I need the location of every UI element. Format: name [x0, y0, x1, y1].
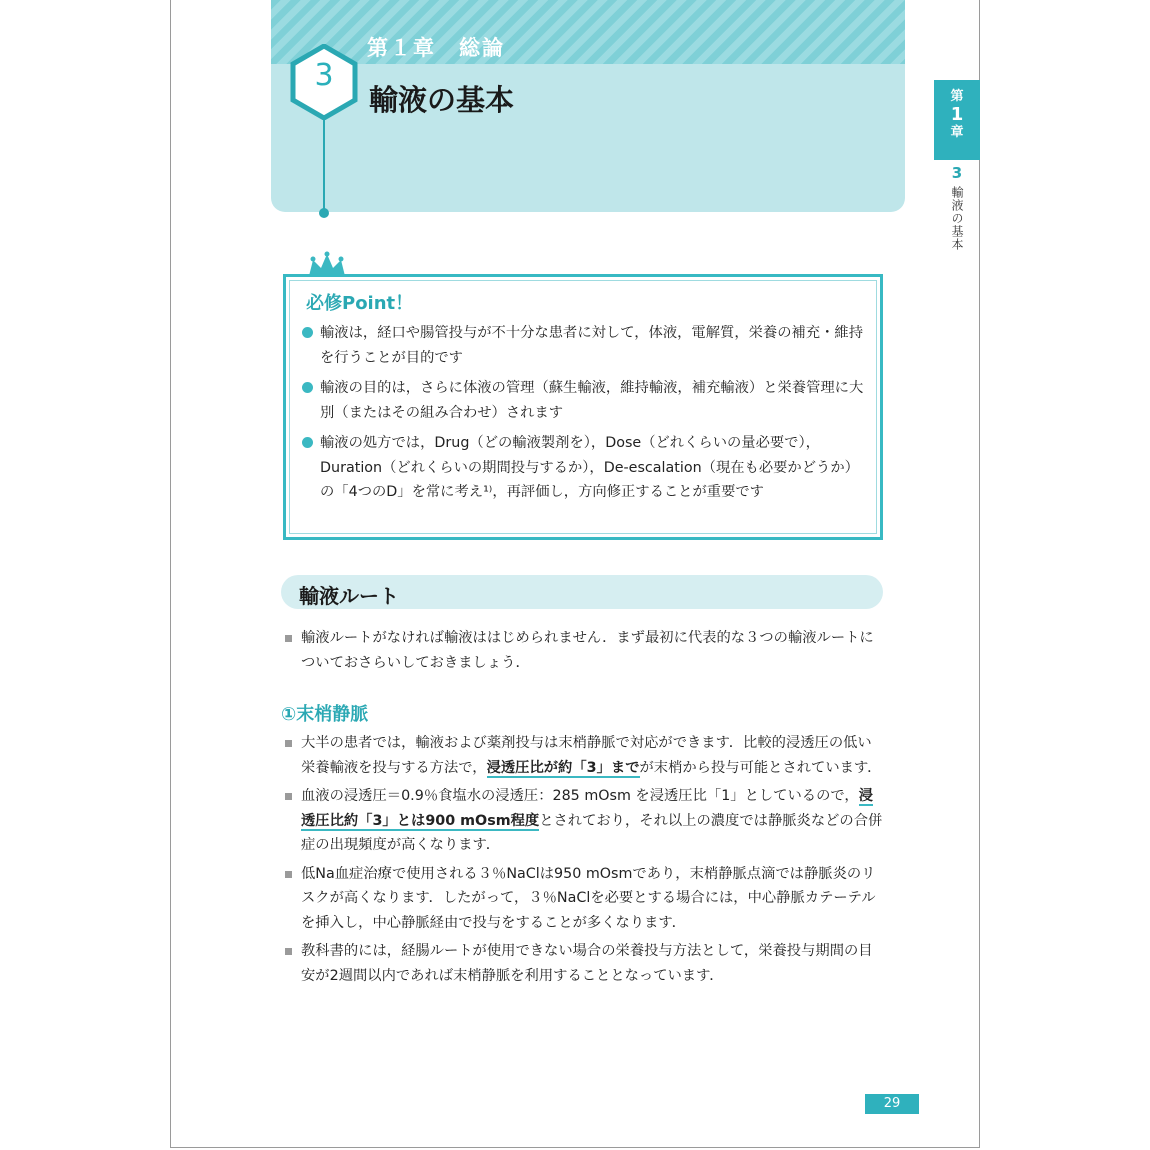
subsection-body	[283, 731, 883, 992]
section-title: 輸液ルート	[299, 584, 399, 608]
square-bullet-icon	[285, 635, 292, 642]
section-number-hexagon	[289, 44, 359, 120]
square-bullet-icon	[285, 793, 292, 800]
bullet-dot-icon	[302, 437, 313, 448]
side-section-number: 3	[951, 164, 963, 182]
header-stem-line	[323, 118, 325, 212]
square-bullet-icon	[285, 948, 292, 955]
side-chapter-tab	[934, 80, 980, 160]
section-heading-bar	[281, 575, 883, 609]
page-title: 輸液の基本	[369, 83, 515, 117]
point-list	[302, 321, 868, 511]
square-bullet-icon	[285, 871, 292, 878]
list-item: 教科書的には，経腸ルートが使用できない場合の栄養投与方法として，栄養投与期間の目安が2週間以内であれば末梢静脈を利用することとなっています．	[283, 939, 883, 988]
list-item: 大半の患者では，輸液および薬剤投与は末梢静脈で対応ができます．比較的浸透圧の低い栄養輸液を投与する方法で，浸透圧比が約「3」までが末梢から投与可能とされています．	[283, 731, 883, 780]
point-item: 輸液の処方では，Drug（どの輸液製剤を），Dose（どれくらいの量必要で），Duration（どれくらいの期間投与するか），De-escalation（現在も必要かどうか）の「4つのD」を常に考え¹⁾，再評価し，方向修正することが重要です	[302, 431, 868, 505]
header-stem-dot	[319, 208, 329, 218]
subsection-title: ①末梢静脈	[281, 704, 369, 725]
point-item: 輸液の目的は，さらに体液の管理（蘇生輸液，維持輸液，補充輸液）と栄養管理に大別（またはその組み合わせ）されます	[302, 376, 868, 425]
chapter-label: 第１章 総論	[367, 36, 505, 60]
point-box	[283, 274, 883, 540]
point-item: 輸液は，経口や腸管投与が不十分な患者に対して，体液，電解質，栄養の補充・維持を行うことが目的です	[302, 321, 868, 370]
side-tab-line3: 章	[950, 125, 964, 140]
page-number: 29	[865, 1094, 919, 1114]
book-page	[170, 0, 980, 1148]
section-intro	[283, 626, 883, 679]
list-item: 輸液ルートがなければ輸液ははじめられません．まず最初に代表的な３つの輸液ルートについておさらいしておきましょう．	[283, 626, 883, 675]
highlight-text: 浸透圧比約「3」とは900 mOsm程度	[301, 788, 873, 829]
side-section-title: 輸液の基本	[950, 186, 964, 251]
highlight-text: 浸透圧比が約「3」まで	[486, 759, 640, 776]
section-number: 3	[314, 58, 334, 93]
bullet-dot-icon	[302, 327, 313, 338]
point-title: 必修Point！	[306, 293, 414, 314]
side-tab-line2: 1	[950, 104, 964, 125]
bullet-dot-icon	[302, 382, 313, 393]
side-tab-line1: 第	[950, 89, 964, 104]
list-item: 低Na血症治療で使用される３％NaClは950 mOsmであり，末梢静脈点滴では静脈炎のリスクが高くなります．したがって，３％NaClを必要とする場合には，中心静脈カテーテルを挿入し，中心静脈経由で投与をすることが多くなります．	[283, 862, 883, 936]
list-item: 血液の浸透圧＝0.9％食塩水の浸透圧：285 mOsm を浸透圧比「1」としているので，浸透圧比約「3」とは900 mOsm程度とされており，それ以上の濃度では静脈炎などの合併症の出現頻度が高くなります．	[283, 784, 883, 858]
chapter-header	[271, 0, 905, 212]
square-bullet-icon	[285, 740, 292, 747]
